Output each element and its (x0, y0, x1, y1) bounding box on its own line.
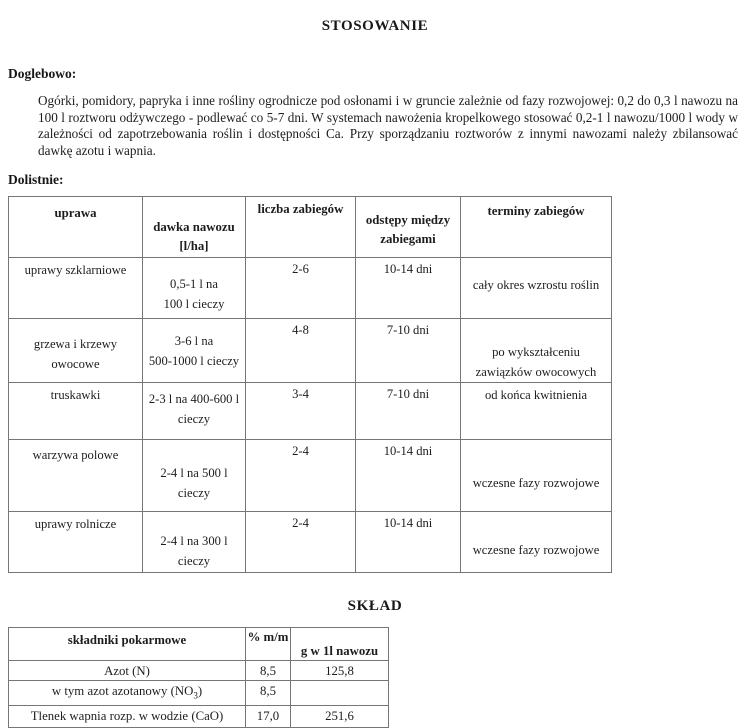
column-header-liczba-zabiegow (246, 197, 356, 258)
cell-liczba (246, 258, 356, 319)
composition-header-row (9, 628, 389, 661)
cell-liczba-text: 4-8 (292, 323, 309, 337)
cell-dawka-line2: 100 l cieczy (163, 296, 225, 311)
cell-skladnik-text: Azot (N) (104, 664, 150, 678)
composition-row (9, 681, 389, 706)
cell-odstepy-text: 10-14 dni (383, 262, 433, 276)
cell-percent-text: 8,5 (260, 664, 276, 678)
cell-dawka-line1: 3-6 l na (174, 334, 214, 348)
cell-terminy (461, 512, 612, 573)
column-header-procent (246, 628, 291, 661)
cell-liczba-text: 2-4 (292, 516, 309, 530)
composition-table (8, 627, 389, 728)
section-label-doglebowo: Doglebowo: (8, 66, 77, 81)
column-header-gram (291, 628, 389, 661)
column-header-dawka (143, 197, 246, 258)
cell-odstepy-text: 7-10 dni (386, 323, 430, 337)
cell-dawka-line1: 2-4 l na 500 l (160, 466, 228, 480)
cell-terminy-line1: wczesne fazy (472, 543, 541, 557)
cell-skladnik-subscript: 3 (193, 690, 198, 701)
cell-percent-text: 8,5 (260, 684, 276, 698)
cell-liczba-text: 2-6 (292, 262, 309, 276)
column-header-procent-label: % m/m (247, 630, 289, 644)
cell-skladnik-name (9, 661, 246, 681)
column-header-odstepy-line2: zabiegami (380, 232, 436, 246)
column-header-dawka-line1: dawka nawozu (153, 220, 235, 234)
cell-uprawa-line1: grzewa i krzewy (33, 337, 118, 351)
cell-dawka-line1: 0,5-1 l na (170, 277, 218, 291)
cell-dawka-line2: cieczy (177, 485, 211, 500)
cell-terminy-line2: rozwojowe (543, 543, 600, 557)
table-row (9, 383, 612, 440)
cell-dawka (143, 383, 246, 440)
cell-dawka (143, 440, 246, 512)
cell-dawka (143, 512, 246, 573)
cell-uprawa (9, 440, 143, 512)
cell-terminy (461, 440, 612, 512)
cell-uprawa-line1: uprawy rolnicze (34, 517, 117, 531)
column-header-dawka-line2: [l/ha] (179, 239, 209, 253)
cell-dawka-line1: 2-3 l na 400-600 l (148, 392, 240, 406)
cell-terminy (461, 319, 612, 383)
cell-terminy-line1: cały okres (472, 278, 525, 292)
cell-uprawa-line1: truskawki (50, 388, 101, 402)
cell-liczba (246, 319, 356, 383)
section-label-dolistnie: Dolistnie: (8, 172, 64, 187)
cell-percent-text: 17,0 (256, 708, 280, 723)
table-row (9, 258, 612, 319)
cell-skladnik-text (9, 681, 245, 705)
cell-uprawa-line2: owocowe (51, 356, 100, 371)
cell-grams-text: 125,8 (325, 664, 354, 678)
column-header-odstepy (356, 197, 461, 258)
cell-skladnik-tail: ) (197, 684, 203, 698)
column-header-liczba-label: liczba zabiegów (257, 202, 344, 216)
page-title-stosowanie: STOSOWANIE (321, 18, 429, 34)
cell-terminy (461, 258, 612, 319)
cell-skladnik-grams (291, 681, 389, 706)
cell-dawka-line2: 500-1000 l cieczy (148, 353, 240, 368)
column-header-odstepy-line1: odstępy między (365, 213, 451, 227)
cell-odstepy (356, 383, 461, 440)
table-row (9, 319, 612, 383)
cell-odstepy-text: 10-14 dni (383, 516, 433, 530)
cell-liczba (246, 440, 356, 512)
cell-dawka (143, 258, 246, 319)
cell-odstepy-text: 7-10 dni (386, 387, 430, 401)
cell-terminy-line1: od końca kwitnienia (484, 388, 588, 402)
cell-dawka-line2: cieczy (177, 553, 211, 568)
cell-terminy-line2: zawiązków owocowych (475, 364, 597, 379)
cell-dawka (143, 319, 246, 383)
cell-odstepy (356, 440, 461, 512)
cell-odstepy-text: 10-14 dni (383, 444, 433, 458)
cell-liczba (246, 512, 356, 573)
cell-skladnik-text: Tlenek wapnia rozp. w wodzie (CaO) (30, 708, 224, 723)
table-row (9, 440, 612, 512)
cell-uprawa (9, 258, 143, 319)
cell-liczba-text: 2-4 (292, 444, 309, 458)
cell-grams-text: 251,6 (325, 708, 354, 723)
cell-skladnik-main: w tym azot azotanowy (NO (51, 684, 194, 698)
cell-skladnik-percent (246, 681, 291, 706)
cell-liczba (246, 383, 356, 440)
cell-skladnik-grams (291, 661, 389, 681)
column-header-skladniki (9, 628, 246, 661)
column-header-uprawa-label: uprawa (54, 206, 97, 220)
column-header-skladniki-label: składniki pokarmowe (67, 633, 187, 647)
cell-skladnik-name (9, 681, 246, 706)
cell-terminy (461, 383, 612, 440)
table-header-row (9, 197, 612, 258)
cell-uprawa-line1: warzywa polowe (32, 448, 119, 462)
page-title-sklad: SKŁAD (347, 598, 403, 614)
composition-row (9, 661, 389, 681)
cell-uprawa (9, 512, 143, 573)
cell-odstepy (356, 319, 461, 383)
cell-dawka-line1: 2-4 l na 300 l (160, 534, 228, 548)
cell-liczba-text: 3-4 (292, 387, 309, 401)
cell-terminy-line2: rozwojowe (543, 476, 600, 490)
cell-uprawa-text: uprawy szklarniowe (24, 263, 127, 277)
column-header-uprawa (9, 197, 143, 258)
application-table (8, 196, 612, 573)
column-header-terminy (461, 197, 612, 258)
cell-terminy-line1: po wykształceniu (492, 345, 580, 359)
cell-terminy-line1: wczesne fazy (472, 476, 541, 490)
cell-uprawa (9, 319, 143, 383)
cell-terminy-line2: wzrostu roślin (527, 278, 600, 292)
column-header-terminy-label: terminy zabiegów (487, 204, 585, 218)
cell-grams-text (291, 681, 388, 682)
table-row (9, 512, 612, 573)
cell-odstepy (356, 258, 461, 319)
cell-uprawa (9, 383, 143, 440)
cell-skladnik-percent (246, 661, 291, 681)
cell-dawka-line2: cieczy (177, 411, 211, 426)
doglebowo-paragraph: Ogórki, pomidory, papryka i inne rośliny ogrodnicze pod osłonami i w gruncie zależnie od fazy rozwojowej: 0,2 do 0,3 l nawozu na 100 l roztworu odżywczego - podlewać co 5-7 dni. W systemach nawożenia kropelkowego stosować 0,2-1 l nawozu/1000 l wody w zależności od zapotrzebowania roślin i dostępności Ca. Przy sporządzaniu roztworów z innymi nawozami należy zbilansować dawkę azotu i wapnia. (38, 93, 738, 158)
column-header-gram-label: g w 1l nawozu (300, 644, 379, 658)
cell-odstepy (356, 512, 461, 573)
